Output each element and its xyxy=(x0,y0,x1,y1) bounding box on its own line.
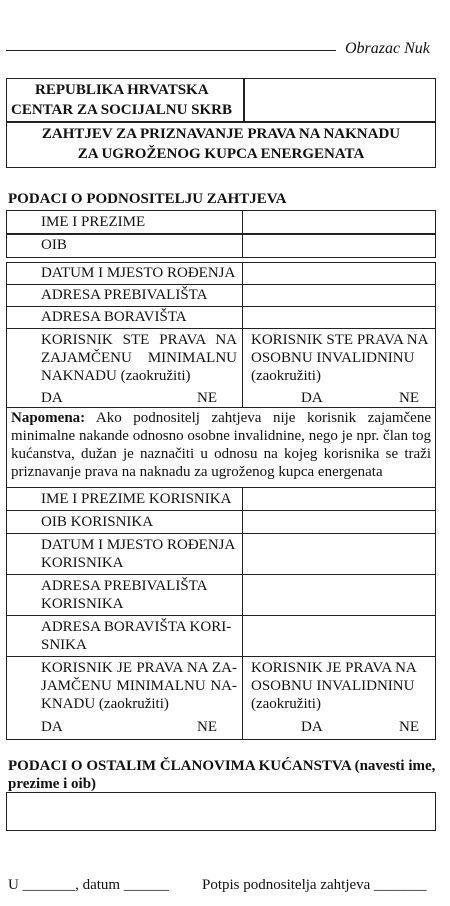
applicant-stay-label: ADRESA BORAVIŠTA xyxy=(41,309,187,325)
form-title-line1: ZAHTJEV ZA PRIZNAVANJE PRAVA NA NAKNADU xyxy=(41,126,401,142)
applicant-name-label: IME I PREZIME xyxy=(41,214,146,230)
applicant-stay-row xyxy=(6,306,436,329)
applicant-q2-no[interactable]: NE xyxy=(399,390,419,406)
header-divider-h xyxy=(7,121,435,123)
applicant-birth-row xyxy=(6,262,436,285)
beneficiary-q2-line3: (zaokružiti) xyxy=(251,696,321,712)
beneficiary-q1-line2: JAMČENU MINIMALNU NA- xyxy=(41,678,237,694)
applicant-q1-no[interactable]: NE xyxy=(197,390,217,406)
beneficiary-q1-line3: KNADU (zaokružiti) xyxy=(41,696,169,712)
applicant-q1-line1: KORISNIK STE PRAVA NA xyxy=(41,332,237,348)
applicant-birth-label: DATUM I MJESTO ROĐENJA xyxy=(41,265,236,281)
beneficiary-stay-line2: SNIKA xyxy=(41,637,87,653)
beneficiary-q1-no[interactable]: NE xyxy=(197,719,217,735)
beneficiary-q1-yes[interactable]: DA xyxy=(41,719,63,735)
beneficiary-q2-line1: KORISNIK JE PRAVA NA xyxy=(251,660,417,676)
applicant-q1-line2: ZAJAMČENU MINIMALNU xyxy=(41,350,237,366)
form-code: Obrazac Nuk xyxy=(345,40,430,57)
applicant-q2-yes[interactable]: DA xyxy=(301,390,323,406)
household-title-bold: PODACI O OSTALIM ČLANOVIMA KUĆANSTVA xyxy=(8,758,351,774)
beneficiary-birth-row xyxy=(6,533,436,575)
beneficiary-residence-row xyxy=(6,574,436,616)
beneficiary-oib-row xyxy=(6,510,436,534)
institution-line1: REPUBLIKA HRVATSKA xyxy=(35,82,209,98)
top-rule xyxy=(6,50,336,51)
note-body: Ako podnositelj zahtjeva nije korisnik zajamčene minimalne nakande odnosno osobne invalidnine, nego je npr. član tog kućanstva, dužan je naznačiti u odnosu na kojeg korisnika se traži priznavanje prava na naknadu za ugroženog kupca energenata xyxy=(11,410,431,480)
note-text xyxy=(11,409,431,481)
applicant-oib-label: OIB xyxy=(41,237,67,253)
beneficiary-res-line2: KORISNIKA xyxy=(41,596,124,612)
applicant-q1-yes[interactable]: DA xyxy=(41,390,63,406)
form-title-line2: ZA UGROŽENOG KUPCA ENERGENATA xyxy=(77,146,365,162)
beneficiary-stay-row xyxy=(6,615,436,657)
applicant-section-title: PODACI O PODNOSITELJU ZAHTJEVA xyxy=(8,191,287,207)
applicant-name-row xyxy=(6,210,436,235)
household-title-line1 xyxy=(8,757,435,775)
beneficiary-oib-label: OIB KORISNIKA xyxy=(41,514,154,530)
beneficiary-name-label: IME I PREZIME KORISNIKA xyxy=(41,491,232,507)
applicant-q1-line3: NAKNADU (zaokružiti) xyxy=(41,368,191,384)
institution-line2: CENTAR ZA SOCIJALNU SKRB xyxy=(11,102,233,118)
applicant-q2-line3: (zaokružiti) xyxy=(251,368,321,384)
applicant-q2-line1: KORISNIK STE PRAVA NA xyxy=(251,332,429,348)
beneficiary-q2-no[interactable]: NE xyxy=(399,719,419,735)
applicant-oib-row xyxy=(6,233,436,258)
note-label: Napomena: xyxy=(11,410,86,426)
applicant-q2-line2: OSOBNU INVALIDNINU xyxy=(251,350,415,366)
beneficiary-q1-line1: KORISNIK JE PRAVA NA ZA- xyxy=(41,660,237,676)
beneficiary-birth-line2: KORISNIKA xyxy=(41,555,124,571)
applicant-residence-label: ADRESA PREBIVALIŠTA xyxy=(41,287,208,303)
applicant-benefits-row xyxy=(6,328,436,408)
beneficiary-stay-line1: ADRESA BORAVIŠTA KORI- xyxy=(41,619,232,635)
beneficiary-birth-line1: DATUM I MJESTO ROĐENJA xyxy=(41,537,236,553)
household-title-line2: prezime i oib) xyxy=(8,776,97,792)
beneficiary-q2-yes[interactable]: DA xyxy=(301,719,323,735)
applicant-residence-row xyxy=(6,284,436,307)
beneficiary-name-row xyxy=(6,487,436,511)
header-box xyxy=(6,78,436,168)
beneficiary-q2-line2: OSOBNU INVALIDNINU xyxy=(251,678,415,694)
signature-line[interactable]: Potpis podnositelja zahtjeva _______ xyxy=(202,877,427,893)
household-title-rest: (navesti ime, xyxy=(350,758,436,774)
beneficiary-benefits-row xyxy=(6,656,436,740)
household-members-field[interactable] xyxy=(6,792,436,831)
beneficiary-res-line1: ADRESA PREBIVALIŠTA xyxy=(41,578,208,594)
place-date-line[interactable]: U _______, datum ______ xyxy=(8,877,169,893)
header-divider-v xyxy=(243,79,245,121)
note-box xyxy=(6,407,436,488)
